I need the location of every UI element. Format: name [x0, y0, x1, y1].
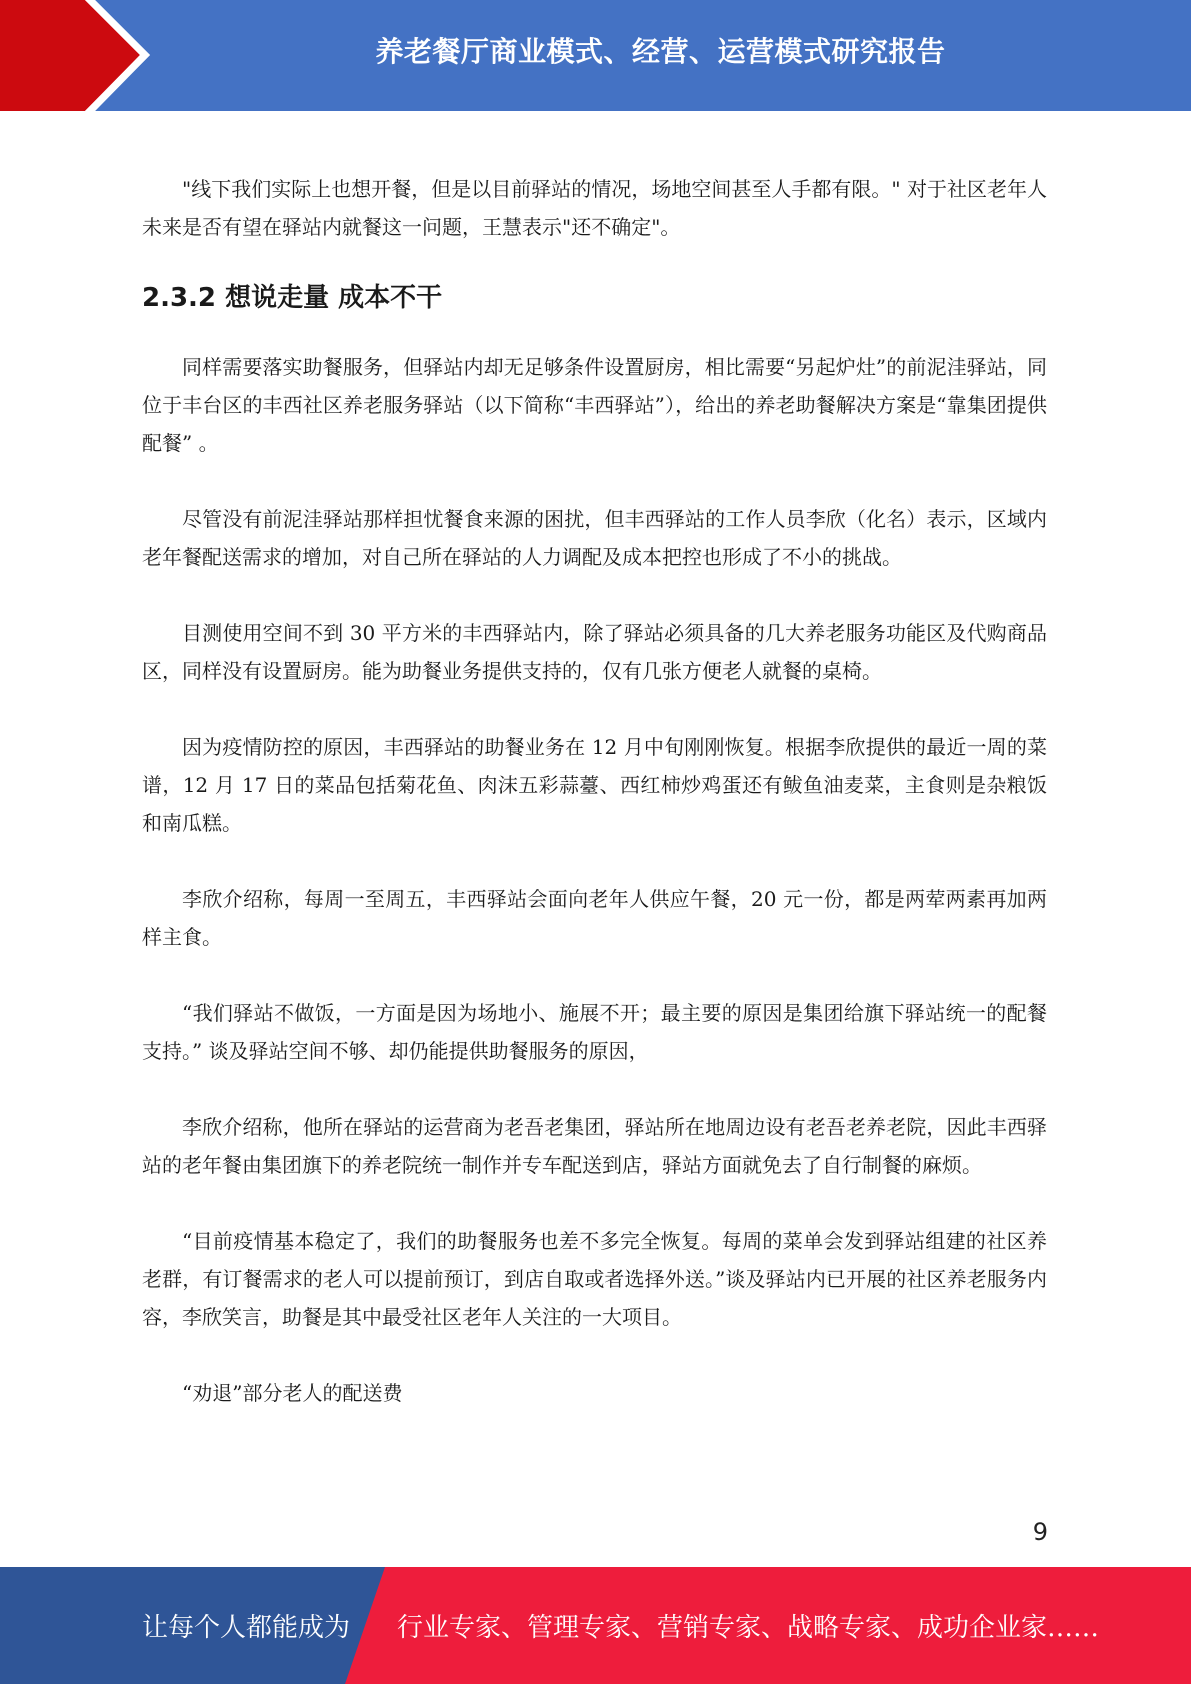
footer-slogan-roles: 行业专家、管理专家、营销专家、战略专家、成功企业家……	[397, 1613, 1100, 1643]
page-content	[142, 170, 1047, 1412]
body-paragraph-4: 因为疫情防控的原因，丰西驿站的助餐业务在 12 月中旬刚刚恢复。根据李欣提供的最近一周的菜谱，12 月 17 日的菜品包括菊花鱼、肉沫五彩蒜薹、西红柿炒鸡蛋还有鲅鱼油麦菜，主食则是杂粮饭和南瓜糕。	[142, 735, 1047, 835]
page-header	[0, 0, 1191, 111]
page-number: 9	[1032, 1518, 1048, 1546]
body-paragraph-6: “我们驿站不做饭，一方面是因为场地小、施展不开；最主要的原因是集团给旗下驿站统一的配餐支持。” 谈及驿站空间不够、却仍能提供助餐服务的原因，	[142, 1001, 1047, 1063]
footer-slogan-lead: 让每个人都能成为	[142, 1613, 351, 1643]
intro-paragraph: "线下我们实际上也想开餐，但是以目前驿站的情况，场地空间甚至人手都有限。" 对于社区老年人未来是否有望在驿站内就餐这一问题，王慧表示"还不确定"。	[142, 177, 1047, 239]
subsection-lead: “劝退”部分老人的配送费	[182, 1381, 403, 1405]
body-paragraph-7: 李欣介绍称，他所在驿站的运营商为老吾老集团，驿站所在地周边设有老吾老养老院，因此丰西驿站的老年餐由集团旗下的养老院统一制作并专车配送到店，驿站方面就免去了自行制餐的麻烦。	[142, 1115, 1047, 1177]
report-title: 养老餐厅商业模式、经营、运营模式研究报告	[375, 35, 946, 68]
body-paragraph-2: 尽管没有前泥洼驿站那样担忧餐食来源的困扰，但丰西驿站的工作人员李欣（化名）表示，区域内老年餐配送需求的增加，对自己所在驿站的人力调配及成本把控也形成了不小的挑战。	[142, 507, 1047, 569]
header-arrow-decoration	[0, 0, 160, 111]
body-paragraph-8: “目前疫情基本稳定了，我们的助餐服务也差不多完全恢复。每周的菜单会发到驿站组建的社区养老群，有订餐需求的老人可以提前预订，到店自取或者选择外送。”谈及驿站内已开展的社区养老服务内容，李欣笑言，助餐是其中最受社区老年人关注的一大项目。	[142, 1229, 1047, 1329]
body-paragraph-3: 目测使用空间不到 30 平方米的丰西驿站内，除了驿站必须具备的几大养老服务功能区及代购商品区，同样没有设置厨房。能为助餐业务提供支持的，仅有几张方便老人就餐的桌椅。	[142, 621, 1047, 683]
page-footer	[0, 1567, 1191, 1684]
body-paragraph-1: 同样需要落实助餐服务，但驿站内却无足够条件设置厨房，相比需要“另起炉灶”的前泥洼驿站，同位于丰台区的丰西社区养老服务驿站（以下简称“丰西驿站”），给出的养老助餐解决方案是“靠集团提供配餐” 。	[142, 355, 1047, 455]
section-heading: 2.3.2 想说走量 成本不干	[142, 283, 443, 313]
body-paragraph-5: 李欣介绍称，每周一至周五，丰西驿站会面向老年人供应午餐，20 元一份，都是两荤两素再加两样主食。	[142, 887, 1047, 949]
